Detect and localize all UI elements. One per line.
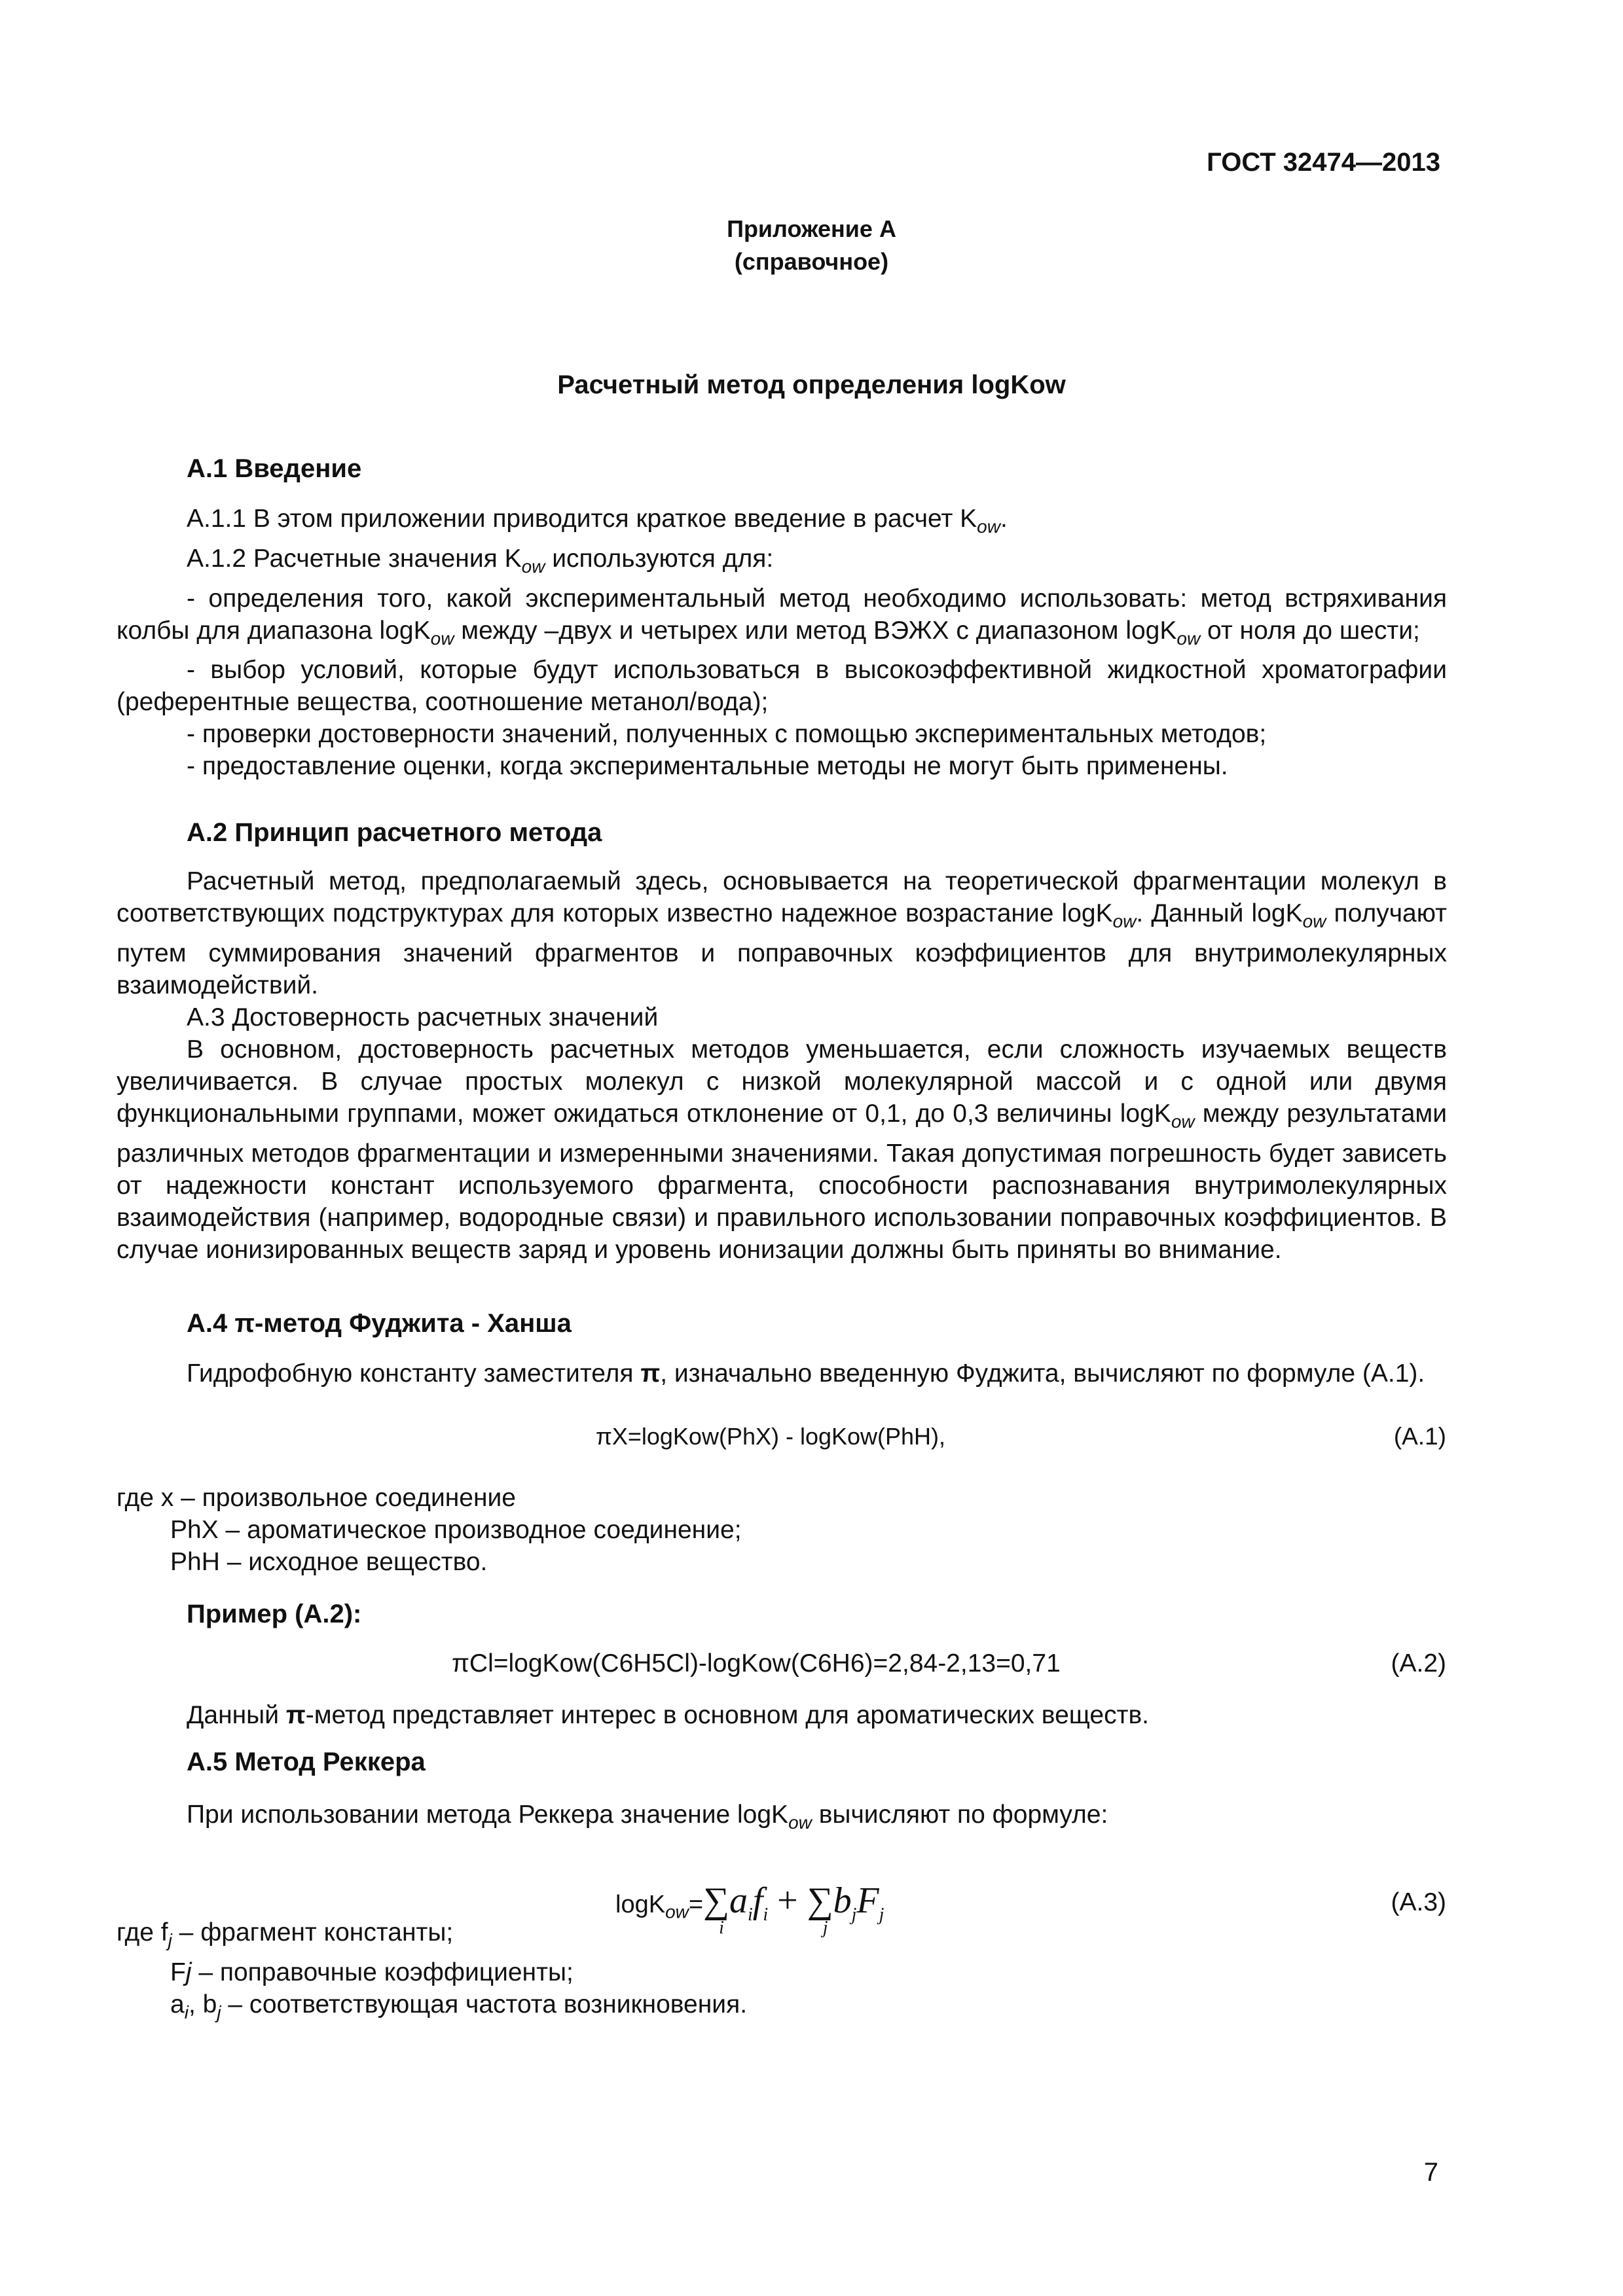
section-a3-title: А.3 Достоверность расчетных значений	[187, 1003, 659, 1031]
section-a4-body	[117, 1357, 1447, 1390]
paragraph-a1-1: А.1.1 В этом приложении приводится краткое введение в расчет $K_{ow}$.	[187, 505, 1008, 537]
paragraph-a3: В основном, достоверность расчетных методов уменьшается, если сложность изучаемых веществ увеличивается. В случае простых молекул с низкой молекулярной массой и с одной или двумя функциональными группами, может ожидаться отклонение от 0,1, до 0,3 величины logK$_{ow}$ между результатами различных методов фрагментации и измеренными значениями. Такая допустимая погрешность будет зависеть от надежности констант используемого фрагмента, способности распознавания внутримолекулярных взаимодействия (например, водородные связи) и правильного использовании поправочных коэффициентов. В случае ионизированных веществ заряд и уровень ионизации должны быть приняты во внимание.	[117, 1035, 1448, 1264]
document-title: Расчетный метод определения logKow	[557, 370, 1066, 399]
paragraph-a5: При использовании метода Реккера значение logK$_{ow}$ вычисляют по формуле:	[187, 1801, 1108, 1833]
bullet-hplc-conditions: - выбор условий, которые будут использоваться в высокоэффективной жидкостной хроматографии (референтные вещества, соотношение метанол/вода);	[117, 656, 1447, 717]
bullet-verification: - проверки достоверности значений, полученных с помощью экспериментальных методов;	[187, 720, 1267, 749]
page-number: 7	[1423, 2158, 1438, 2187]
where-correction: Fj – поправочные коэффициенты;	[170, 1958, 574, 1986]
appendix-label: Приложение А	[727, 215, 896, 242]
section-a4-title: А.4 π-метод Фуджита - Ханша	[187, 1309, 572, 1338]
example-title: Пример (А.2):	[187, 1600, 362, 1628]
pi-method-note: Данный π-метод представляет интерес в основном для ароматических веществ.	[187, 1701, 1150, 1729]
formula-a3-lhs: logK$_{ow}$=	[615, 1891, 704, 1922]
sum-symbol-j: ∑ j	[807, 1880, 833, 1938]
where-list-2	[117, 1916, 747, 2028]
section-a2-body	[117, 865, 1447, 1266]
where-phh: PhH – исходное вещество.	[170, 1548, 488, 1576]
paragraph-a4: Гидрофобную константу заместителя π, изначально введенную Фуджита, вычисляют по формуле (А.1).	[187, 1359, 1425, 1388]
formula-a2: πCl=logKow(C6H5Cl)-logKow(C6H6)=2,84-2,13=0,71	[452, 1649, 1061, 1677]
bullet-method-choice: - определения того, какой экспериментальный метод необходимо использовать: метод встряхивания колбы для диапазона logK$_{ow}$ между –двух и четырех или метод ВЭЖХ с диапазоном logK$_{ow}$ от ноля до шести;	[117, 584, 1447, 649]
section-a1-body	[117, 503, 1447, 782]
formula-a3-number: (А.3)	[1391, 1888, 1446, 1916]
appendix-type: (справочное)	[734, 248, 889, 275]
formula-a1: πX=logKow(PhX) - logKow(PhH),	[596, 1423, 946, 1450]
section-a5-title: А.5 Метод Реккера	[187, 1748, 426, 1776]
where-list-1	[117, 1482, 742, 1578]
where-frequency: $a_i$, $b_j$ – соответствующая частота возникновения.	[170, 1990, 748, 2022]
where-x: где х – произвольное соединение	[117, 1484, 516, 1512]
sum-symbol-i: ∑ i	[703, 1880, 729, 1938]
formula-a2-number: (А.2)	[1391, 1649, 1446, 1677]
paragraph-a2: Расчетный метод, предполагаемый здесь, основывается на теоретической фрагментации молекул в соответствующих подструктурах для которых известно надежное возрастание logK$_{ow}$. Данный logK$_{ow}$ получают путем суммирования значений фрагментов и поправочных коэффициентов для внутримолекулярных взаимодействий.	[117, 867, 1448, 999]
where-phx: PhX – ароматическое производное соединение;	[170, 1516, 742, 1544]
formula-a3: logK$_{ow}$=∑ i $a_if_i$ + ∑ j $b_jF_j$	[615, 1880, 884, 1938]
standard-code: ГОСТ 32474—2013	[1207, 148, 1440, 177]
formula-a1-number: (А.1)	[1393, 1423, 1446, 1450]
section-a2-title: А.2 Принцип расчетного метода	[187, 818, 602, 847]
where-fragment: где $f_j$ – фрагмент константы;	[117, 1918, 454, 1950]
section-a1-title: А.1 Введение	[187, 454, 362, 483]
paragraph-a1-2: А.1.2 Расчетные значения $K_{ow}$ используются для:	[187, 544, 774, 577]
bullet-estimation: - предоставление оценки, когда экспериментальные методы не могут быть применены.	[187, 752, 1228, 781]
